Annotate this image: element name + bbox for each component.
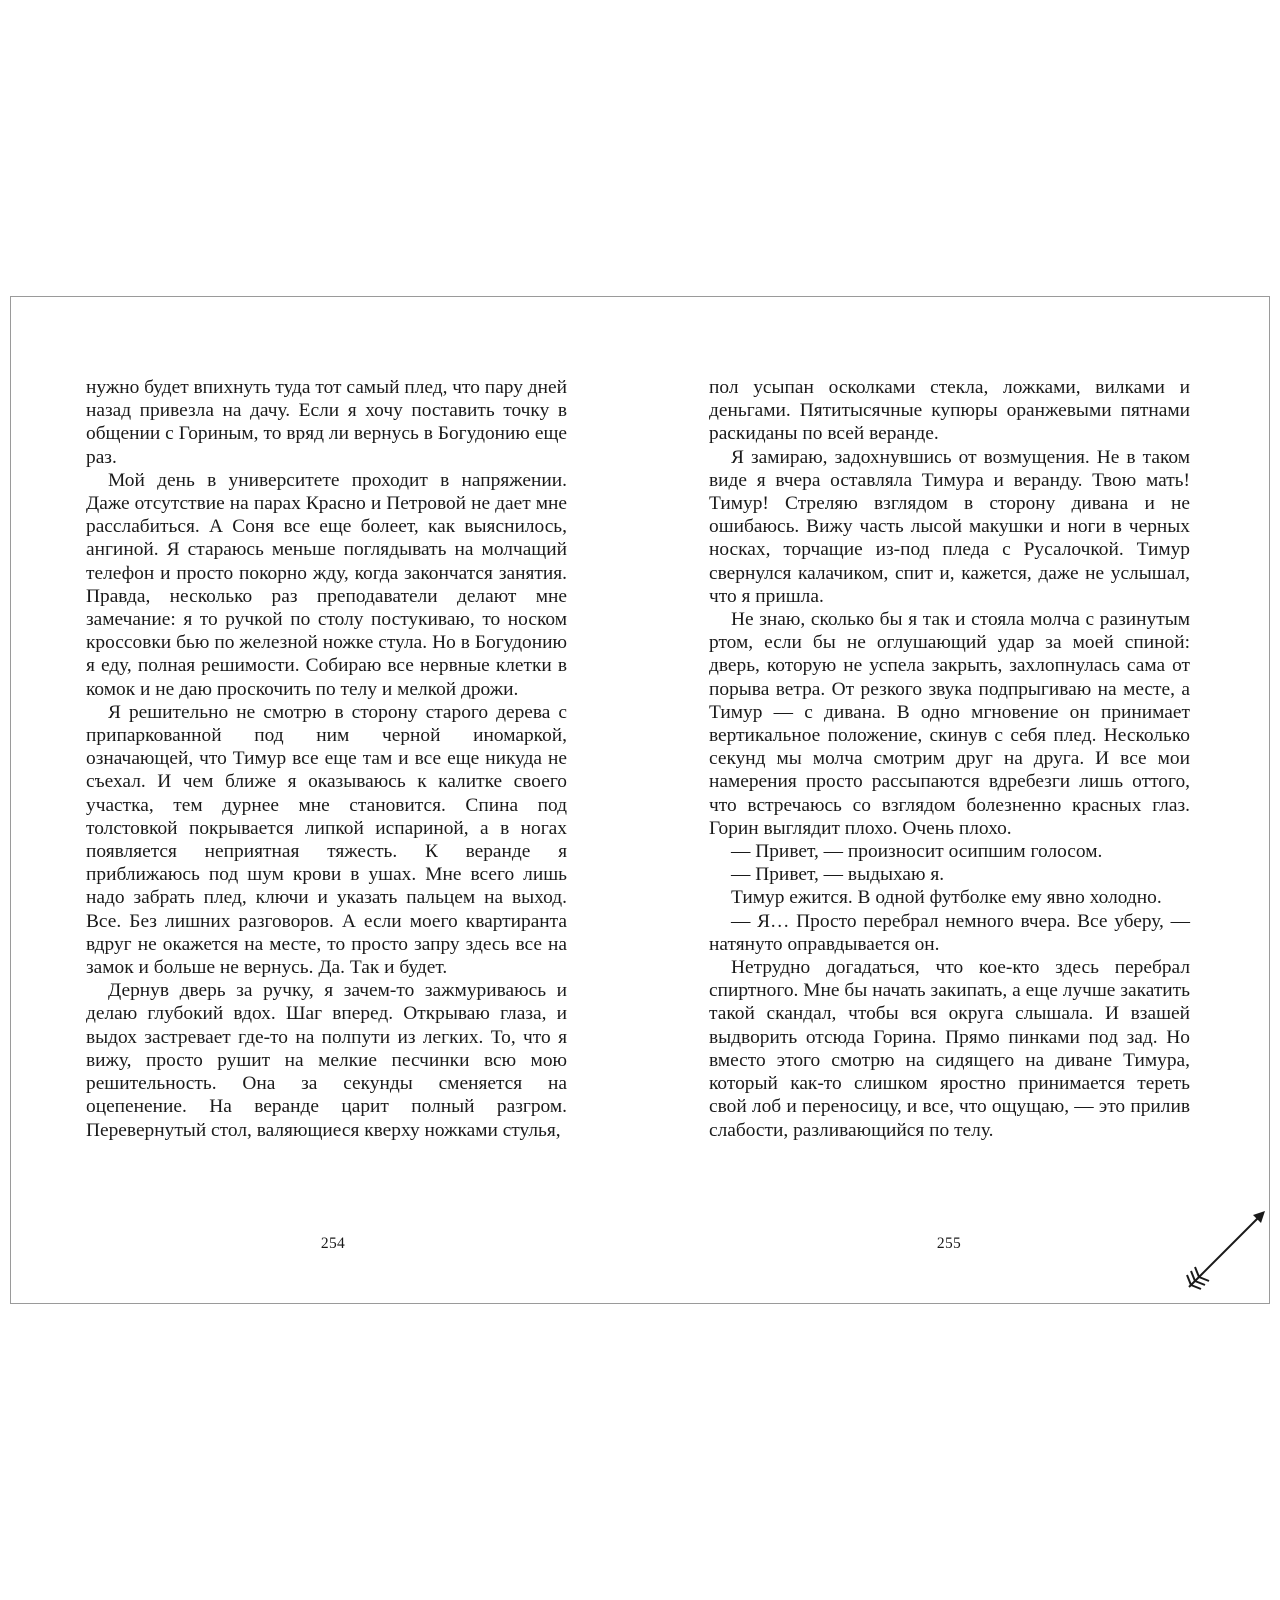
paragraph: Нетрудно догадаться, что кое-кто здесь перебрал спиртного. Мне бы начать закипать, а еще лучше закатить такой скандал, чтобы вся округа слышала. И взашей выдворить отсюда Горина. Прямо пинками под зад. Но вместо этого смотрю на сидящего на диване Тимура, который как-то слишком яростно принимается тереть свой лоб и переносицу, и все, что ощущаю, — это прилив слабости, разливающийся по телу. — [709, 957, 1190, 1141]
book-spread — [10, 296, 1270, 1304]
dialogue-line: — Привет, — выдыхаю я. — [731, 864, 945, 886]
left-page-text — [86, 376, 567, 1142]
page-number-left: 254 — [320, 1235, 346, 1252]
page-number-right: 255 — [936, 1235, 962, 1252]
paragraph: Мой день в университете проходит в напряжении. Даже отсутствие на парах Красно и Петровой не дает мне расслабиться. А Соня все еще болеет, как выяснилось, ангиной. Я стараюсь меньше поглядывать на молчащий телефон и просто покорно жду, когда закончатся занятия. Правда, несколько раз преподаватели делают мне замечание: я то ручкой по столу постукиваю, то носком кроссовки бью по железной ножке стула. Но в Богудонию я еду, полная решимости. Собираю все нервные клетки в комок и не даю проскочить по телу и мелкой дрожи. — [86, 469, 567, 700]
dialogue-line: — Я… Просто перебрал немного вчера. Все уберу, — натянуто оправдывается он. — [709, 910, 1190, 955]
right-page-text — [709, 376, 1190, 1142]
paragraph: Тимур ежится. В одной футболке ему явно холодно. — [731, 887, 1162, 909]
paragraph: пол усыпан осколками стекла, ложками, вилками и деньгами. Пятитысячные купюры оранжевыми пятнами раскиданы по всей веранде. — [709, 377, 1190, 445]
paragraph: Я решительно не смотрю в сторону старого дерева с припаркованной под ним черной иномаркой, означающей, что Тимур все еще там и все еще никуда не съехал. И чем ближе я оказываюсь к калитке своего участка, тем дурнее мне становится. Спина под толстовкой покрывается липкой испариной, а в ногах появляется неприятная тяжесть. К веранде я приближаюсь под шум крови в ушах. Мне всего лишь надо забрать плед, ключи и указать пальцем на выход. Все. Без лишних разговоров. А если моего квартиранта вдруг не окажется на месте, то просто запру здесь все на замок и больше не вернусь. Да. Так и будет. — [86, 701, 567, 979]
paragraph: Не знаю, сколько бы я так и стояла молча с разинутым ртом, если бы не оглушающий удар за моей спиной: дверь, которую не успела закрыть, захлопнулась сама от порыва ветра. От резкого звука подпрыгиваю на месте, а Тимур — с дивана. В одно мгновение он принимает вертикальное положение, скинув с себя плед. Несколько секунд мы молча смотрим друг на друга. И все мои намерения просто рассыпаются вдребезги лишь оттого, что встречаюсь со взглядом болезненно красных глаз. Горин выглядит плохо. Очень плохо. — [709, 609, 1190, 839]
paragraph: Я замираю, задохнувшись от возмущения. Не в таком виде я вчера оставляла Тимура и веранду. Твою мать! Тимур! Стреляю взглядом в сторону дивана и не ошибаюсь. Вижу часть лысой макушки и ноги в черных носках, торчащие из-под пледа с Русалочкой. Тимур свернулся калачиком, спит и, кажется, даже не услышал, что я пришла. — [709, 446, 1190, 607]
paragraph: нужно будет впихнуть туда тот самый плед, что пару дней назад привезла на дачу. Если я хочу поставить точку в общении с Гориным, то вряд ли вернусь в Богудонию еще раз. — [86, 377, 568, 468]
arrow-icon — [1181, 1205, 1271, 1295]
dialogue-line: — Привет, — произносит осипшим голосом. — [731, 841, 1103, 863]
paragraph: Дернув дверь за ручку, я зачем-то зажмуриваюсь и делаю глубокий вдох. Шаг вперед. Открываю глаза, и выдох застревает где-то на полпути из легких. То, что я вижу, просто рушит на мелкие песчинки всю мою решительность. Она за секунды сменяется на оцепенение. На веранде царит полный разгром. Перевернутый стол, валяющиеся кверху ножками стулья, — [86, 980, 567, 1141]
